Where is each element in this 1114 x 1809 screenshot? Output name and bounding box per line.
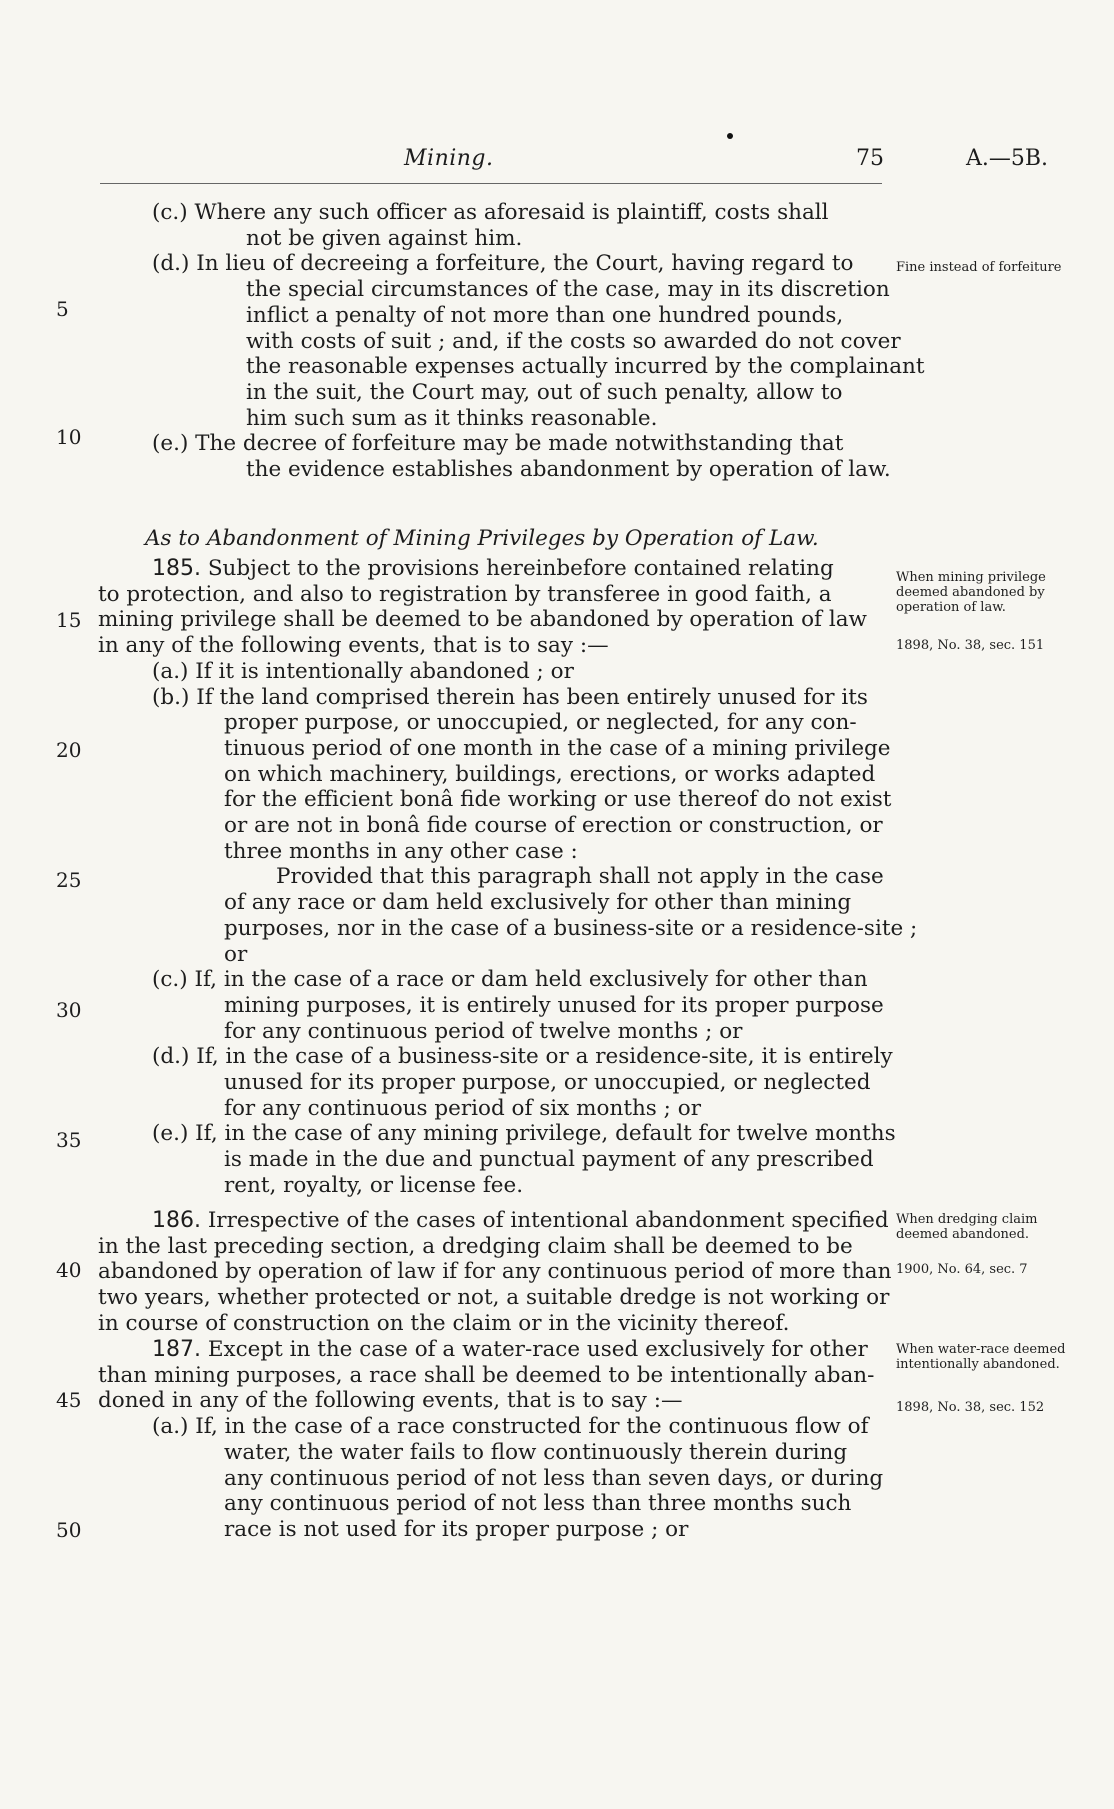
- clause-a-line: (a.) If, in the case of a race constructed for the continuous flow of: [152, 1414, 869, 1440]
- line-number: 50: [56, 1518, 82, 1542]
- section-186-line: two years, whether protected or not, a suitable dredge is not working or: [98, 1285, 890, 1311]
- page-header: [0, 146, 1114, 182]
- header-rule: [100, 183, 882, 184]
- clause-a-line: water, the water fails to flow continuously therein during: [224, 1439, 848, 1465]
- section-187: [98, 1337, 883, 1543]
- section-number: 186.: [152, 1208, 201, 1233]
- page-number: 75: [856, 146, 884, 171]
- section-187-lead: [98, 1337, 883, 1363]
- section-186-line: in course of construction on the claim or in the vicinity thereof.: [98, 1310, 790, 1336]
- clause-b-line: proper purpose, or unoccupied, or neglected, for any con-: [224, 710, 857, 736]
- section-185-line: to protection, and also to registration by transferee in good faith, a: [98, 581, 832, 607]
- margin-note: When dredging claim deemed abandoned.: [896, 1212, 1038, 1242]
- clause-c-line: for any continuous period of twelve months ; or: [224, 1018, 743, 1044]
- clause-b-line: three months in any other case :: [224, 838, 578, 864]
- section-185: [98, 556, 917, 1199]
- line-number: 25: [56, 868, 82, 892]
- section-number: 187.: [152, 1337, 201, 1362]
- section-185-line: in any of the following events, that is to say :—: [98, 633, 609, 659]
- clause-d-line: unused for its proper purpose, or unoccupied, or neglected: [224, 1070, 871, 1096]
- clause-d-line: (d.) If, in the case of a business-site or a residence-site, it is entirely: [152, 1044, 893, 1070]
- section-heading: As to Abandonment of Mining Privileges by Operation of Law.: [145, 526, 819, 551]
- clause-e-line: (e.) The decree of forfeiture may be made notwithstanding that: [152, 431, 844, 457]
- clause-c-line: mining purposes, it is entirely unused for its proper purpose: [224, 992, 884, 1018]
- ink-dot: [727, 133, 733, 139]
- line-number: 10: [56, 425, 82, 449]
- proviso-line: purposes, nor in the case of a business-site or a residence-site ;: [224, 915, 918, 941]
- margin-note: Fine instead of forfeiture: [896, 260, 1062, 275]
- clause-e-line: the evidence establishes abandonment by operation of law.: [246, 457, 891, 483]
- clause-e-line: is made in the due and punctual payment of any prescribed: [224, 1147, 874, 1173]
- section-185-line: mining privilege shall be deemed to be abandoned by operation of law: [98, 607, 867, 633]
- section-187-line: than mining purposes, a race shall be deemed to be intentionally aban-: [98, 1362, 875, 1388]
- clause-a-line: race is not used for its proper purpose ; or: [224, 1516, 689, 1542]
- line-number: 35: [56, 1128, 82, 1152]
- section-186-lead: [98, 1208, 891, 1234]
- section-186-line: abandoned by operation of law if for any continuous period of more than: [98, 1259, 892, 1285]
- line-number: 30: [56, 998, 82, 1022]
- section-187-line: doned in any of the following events, that is to say :—: [98, 1388, 683, 1414]
- clause-a-line: (a.) If it is intentionally abandoned ; or: [152, 658, 574, 684]
- line-number: 45: [56, 1388, 82, 1412]
- clause-d-line: the special circumstances of the case, may in its discretion: [246, 277, 890, 303]
- clause-d-line: the reasonable expenses actually incurred by the complainant: [246, 354, 925, 380]
- clause-d-line: inflict a penalty of not more than one hundred pounds,: [246, 302, 844, 328]
- running-head: Mining.: [404, 146, 494, 171]
- proviso-line: Provided that this paragraph shall not apply in the case: [276, 864, 884, 890]
- clause-e-line: (e.) If, in the case of any mining privilege, default for twelve months: [152, 1121, 896, 1147]
- section-186-lead-text: Irrespective of the cases of intentional abandonment specified: [200, 1208, 889, 1233]
- clause-b-line: for the efficient bonâ fide working or use thereof do not exist: [224, 787, 892, 813]
- section-number: 185.: [152, 556, 201, 581]
- clause-a-line: any continuous period of not less than seven days, or during: [224, 1465, 884, 1491]
- clause-a-line: any continuous period of not less than three months such: [224, 1491, 852, 1517]
- section-185-lead: [98, 556, 917, 582]
- section-186-line: in the last preceding section, a dredging claim shall be deemed to be: [98, 1233, 853, 1259]
- margin-note-citation: 1898, No. 38, sec. 152: [896, 1400, 1045, 1415]
- clause-d-line: with costs of suit ; and, if the costs so awarded do not cover: [246, 328, 901, 354]
- clause-d-line: in the suit, the Court may, out of such penalty, allow to: [246, 379, 843, 405]
- line-number: 40: [56, 1258, 82, 1282]
- clause-b-line: on which machinery, buildings, erections, or works adapted: [224, 761, 876, 787]
- clause-d-line: him such sum as it thinks reasonable.: [246, 405, 658, 431]
- forfeiture-clauses: [152, 200, 925, 483]
- clause-b-line: tinuous period of one month in the case of a mining privilege: [224, 735, 891, 761]
- clause-d-line: for any continuous period of six months ; or: [224, 1095, 701, 1121]
- margin-note: When mining privilege deemed abandoned by operation of law.: [896, 570, 1046, 615]
- section-186: [98, 1208, 891, 1337]
- proviso-line: or: [224, 941, 248, 967]
- margin-note: When water-race deemed intentionally abandoned.: [896, 1342, 1066, 1372]
- section-187-lead-text: Except in the case of a water-race used exclusively for other: [200, 1337, 868, 1362]
- section-185-lead-text: Subject to the provisions hereinbefore contained relating: [200, 556, 834, 581]
- line-number: 15: [56, 608, 82, 632]
- margin-note-citation: 1900, No. 64, sec. 7: [896, 1262, 1028, 1277]
- proviso-line: of any race or dam held exclusively for other than mining: [224, 890, 852, 916]
- clause-e-line: rent, royalty, or license fee.: [224, 1172, 524, 1198]
- clause-c-line: not be given against him.: [246, 225, 523, 251]
- clause-d-line: (d.) In lieu of decreeing a forfeiture, the Court, having regard to: [152, 251, 854, 277]
- margin-note-citation: 1898, No. 38, sec. 151: [896, 638, 1045, 653]
- line-number: 20: [56, 738, 82, 762]
- line-number: 5: [56, 297, 69, 321]
- clause-b-line: (b.) If the land comprised therein has been entirely unused for its: [152, 684, 868, 710]
- clause-c-line: (c.) If, in the case of a race or dam held exclusively for other than: [152, 967, 868, 993]
- document-reference: A.—5B.: [966, 146, 1049, 171]
- clause-c-line: (c.) Where any such officer as aforesaid is plaintiff, costs shall: [152, 200, 829, 225]
- clause-b-line: or are not in bonâ fide course of erection or construction, or: [224, 813, 883, 839]
